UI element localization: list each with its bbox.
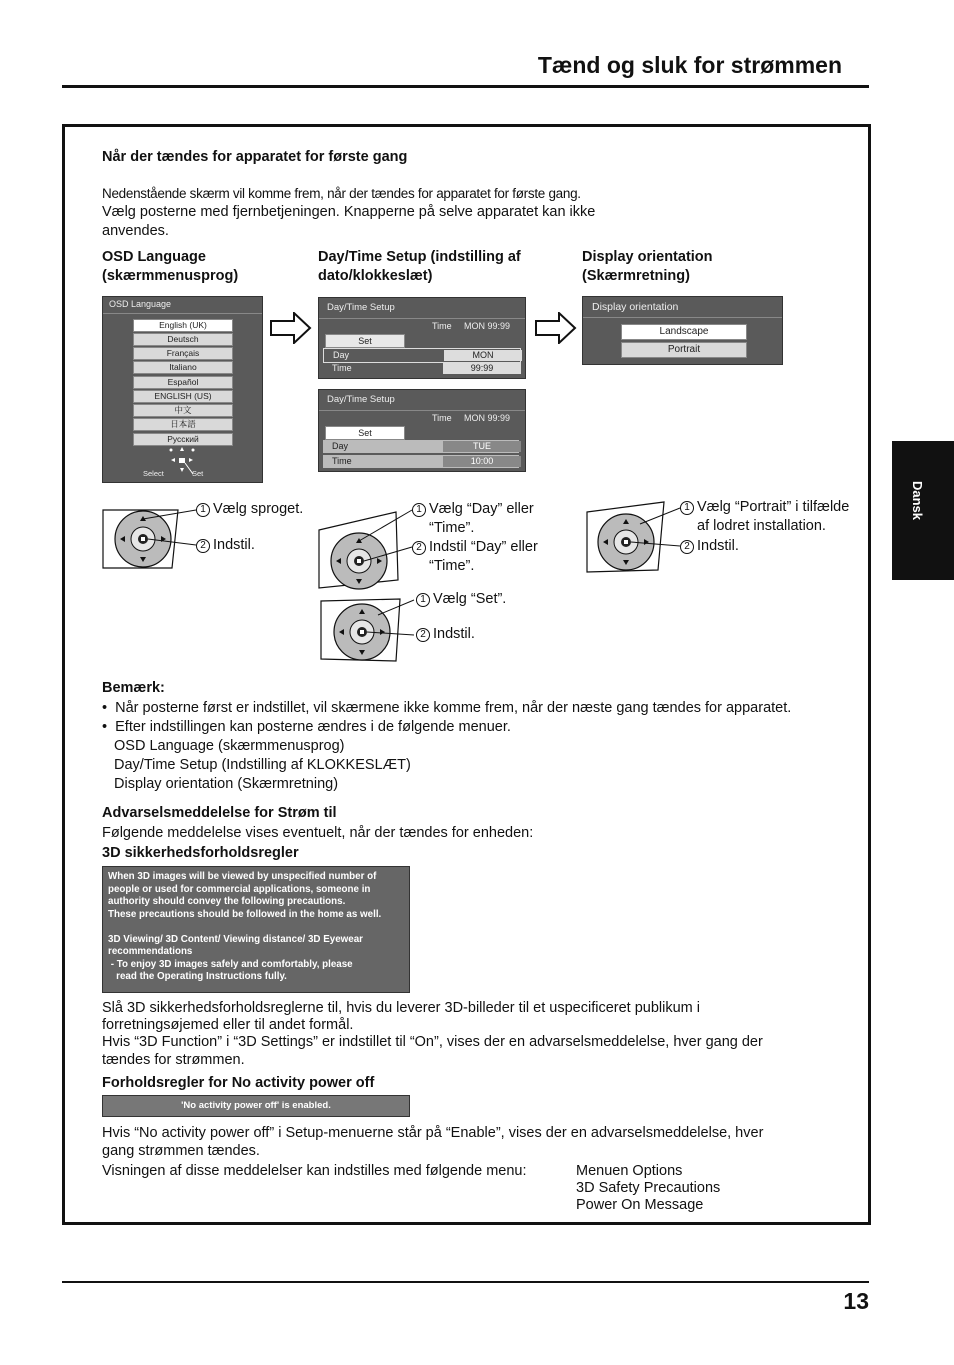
dt-step1-cont: “Time”.	[429, 520, 475, 536]
osd-step1	[196, 500, 303, 519]
dt1-set-button[interactable]: Set	[325, 334, 405, 348]
warning-p1b: forretningsøjemed eller til andet formål.	[102, 1017, 354, 1033]
do-step1-text: Vælg “Portrait” i tilfælde	[697, 499, 850, 515]
language-tab-label: Dansk	[910, 481, 925, 521]
dt-step3-text: Vælg “Set”.	[433, 591, 507, 607]
osd-item[interactable]: Español	[133, 376, 233, 389]
warning-heading: Advarselsmeddelelse for Strøm til	[102, 805, 337, 821]
dt1-time-row-label: Time	[332, 363, 352, 373]
warning-p2b: tændes for strømmen.	[102, 1052, 245, 1068]
warn-line: 3D Viewing/ 3D Content/ Viewing distance/ 3D Eyewear	[108, 933, 363, 945]
dt1-day-row[interactable]	[323, 348, 521, 363]
note-bullet2: • Efter indstillingen kan posterne ændres i de følgende menuer.	[102, 719, 511, 735]
noactivity-p2: Visningen af disse meddelelser kan indstilles med følgende menu:	[102, 1163, 527, 1179]
osd-screen-header: OSD Language	[103, 297, 262, 314]
intro-line1: Nedenstående skærm vil komme frem, når der tændes for apparatet for første gang.	[102, 186, 581, 201]
do-header: Display orientation	[583, 297, 782, 318]
noactivity-menu2: 3D Safety Precautions	[576, 1180, 721, 1196]
note-bullet1: • Når posterne først er indstillet, vil skærmene ikke komme frem, når der næste gang tændes for apparatet.	[102, 700, 792, 716]
page-title: Tænd og sluk for strømmen	[537, 52, 842, 78]
step-number: 1	[196, 503, 210, 517]
step-number: 2	[196, 539, 210, 553]
osd-language-screen	[102, 296, 263, 483]
dt2-day-row[interactable]	[323, 440, 519, 453]
dt2-set-button[interactable]: Set	[325, 426, 405, 440]
do-step2-text: Indstil.	[697, 538, 739, 554]
osd-item[interactable]: 日本語	[133, 418, 233, 431]
osd-item[interactable]: Français	[133, 347, 233, 360]
portrait-option[interactable]: Portrait	[621, 342, 747, 358]
note-heading: Bemærk:	[102, 680, 165, 696]
osd-step2-text: Indstil.	[213, 537, 255, 553]
step-number: 2	[412, 541, 426, 555]
dt1-day-value-text: MON	[472, 350, 494, 360]
osd-item[interactable]: Deutsch	[133, 333, 233, 346]
dt1-time-row-value-text: 99:99	[470, 363, 494, 373]
remote-dpad-icon	[318, 597, 416, 663]
dt1-time-label: Time	[432, 321, 452, 331]
next-arrow-icon	[270, 312, 312, 344]
warn-line: When 3D images will be viewed by unspecified number of	[108, 871, 377, 882]
intro-line2: Vælg posterne med fjernbetjeningen. Knapperne på selve apparatet kan ikke	[102, 204, 596, 220]
warning-p1a: Slå 3D sikkerhedsforholdsreglerne til, hvis du leverer 3D-billeder til et uspecificeret publikum i	[102, 1000, 700, 1016]
warn-line: recommendations	[108, 946, 193, 957]
step-number: 2	[680, 540, 694, 554]
warn-line	[103, 921, 409, 934]
osd-item[interactable]: Русский	[133, 433, 233, 446]
dt1-day-label: Day	[333, 350, 350, 360]
note-menu2: Day/Time Setup (Indstilling af KLOKKESLÆT)	[114, 757, 411, 773]
daytime-screen-1	[318, 297, 526, 379]
osd-item[interactable]: 中文	[133, 404, 233, 417]
step-number: 1	[416, 593, 430, 607]
osd-title2: (skærmmenusprog)	[102, 268, 239, 284]
dt-step2-cont: “Time”.	[429, 558, 475, 574]
noactivity-heading: Forholdsregler for No activity power off	[102, 1075, 375, 1091]
dt1-time-value: MON 99:99	[464, 321, 511, 331]
note-bullet2-text: Efter indstillingen kan posterne ændres i de følgende menuer.	[115, 719, 511, 735]
warn-line: people or used for commercial applications, someone in	[108, 883, 371, 895]
dt2-time-row-value-text: 10:00	[470, 456, 494, 466]
daytime-screen-2	[318, 389, 526, 472]
warn-line: These precautions should be followed in the home as well.	[108, 908, 382, 920]
dt2-time-row-value[interactable]	[443, 456, 521, 467]
landscape-option[interactable]: Landscape	[621, 324, 747, 340]
intro-heading: Når der tændes for apparatet for første gang	[102, 149, 408, 165]
step-number: 1	[412, 503, 426, 517]
dt-title1: Day/Time Setup (indstilling af	[318, 249, 521, 265]
note-bullet1-text: Når posterne først er indstillet, vil skærmene ikke komme frem, når der næste gang tændes for apparatet.	[115, 700, 792, 716]
dt1-time-row-value[interactable]	[443, 363, 521, 374]
intro-line3: anvendes.	[102, 223, 169, 239]
dt-step2	[412, 538, 538, 557]
noactivity-p1a: Hvis “No activity power off” i Setup-menuerne står på “Enable”, vises der en advarselsmeddelelse, hver	[102, 1125, 764, 1141]
osd-item[interactable]: Italiano	[133, 361, 233, 374]
dt2-header: Day/Time Setup	[319, 390, 525, 411]
dt-step3	[416, 590, 506, 609]
dt2-time-row[interactable]	[323, 455, 519, 468]
warn-line: read the Operating Instructions fully.	[108, 971, 287, 982]
step-number: 2	[416, 628, 430, 642]
dt-step2-text: Indstil “Day” eller	[429, 539, 538, 555]
warning-p2a: Hvis “3D Function” i “3D Settings” er indstillet til “On”, vises der en advarselsmeddelelse, hver gang der	[102, 1034, 763, 1050]
noactivity-menu3: Power On Message	[576, 1197, 704, 1213]
remote-dpad-icon	[316, 500, 414, 590]
warn-line: authority should convey the following precautions.	[108, 896, 346, 907]
dt1-header: Day/Time Setup	[319, 298, 525, 319]
dt-step4	[416, 625, 475, 644]
osd-item[interactable]: ENGLISH (US)	[133, 390, 233, 403]
dt1-time-row[interactable]	[323, 362, 519, 375]
dt2-time-value: MON 99:99	[464, 413, 511, 423]
warning-sub: 3D sikkerhedsforholdsregler	[102, 845, 299, 861]
next-arrow-icon	[535, 312, 577, 344]
language-tab	[892, 441, 954, 580]
noactivity-p1b: gang strømmen tændes.	[102, 1143, 260, 1159]
warn-line: - To enjoy 3D images safely and comfortably, please	[108, 958, 353, 970]
dt2-day-label: Day	[332, 441, 349, 451]
do-title1: Display orientation	[582, 249, 713, 265]
noactivity-box: 'No activity power off' is enabled.	[102, 1095, 410, 1117]
do-step1-cont: af lodret installation.	[697, 518, 826, 534]
note-menu3: Display orientation (Skærmretning)	[114, 776, 339, 792]
osd-step1-text: Vælg sproget.	[213, 501, 304, 517]
dt-title2: dato/klokkeslæt)	[318, 268, 433, 284]
dt2-time-row-label: Time	[332, 456, 352, 466]
dt2-day-value[interactable]	[443, 441, 521, 452]
header-rule	[62, 85, 869, 88]
dt-step4-text: Indstil.	[433, 626, 475, 642]
3d-warning-box	[102, 866, 410, 993]
note-menu1: OSD Language (skærmmenusprog)	[114, 738, 345, 754]
dt1-day-value[interactable]	[444, 350, 522, 361]
remote-dpad-icon	[584, 498, 682, 574]
osd-set-label: Set	[192, 469, 204, 478]
step-number: 1	[680, 501, 694, 515]
warning-text: Følgende meddelelse vises eventuelt, når der tændes for enheden:	[102, 825, 534, 841]
display-orientation-screen	[582, 296, 783, 365]
dt-step1-text: Vælg “Day” eller	[429, 501, 534, 517]
noactivity-menu1: Menuen Options	[576, 1163, 683, 1179]
do-step2	[680, 537, 739, 556]
osd-item[interactable]: English (UK)	[133, 319, 233, 332]
dt-step1	[412, 500, 534, 519]
dt2-day-value-text: TUE	[473, 441, 491, 451]
osd-title1: OSD Language	[102, 249, 206, 265]
do-title2: (Skærmretning)	[582, 268, 690, 284]
page-number: 13	[843, 1288, 869, 1314]
osd-select-label: Select	[143, 469, 164, 478]
footer-rule	[62, 1281, 869, 1283]
remote-dpad-icon	[100, 508, 198, 570]
osd-step2	[196, 536, 255, 555]
do-step1	[680, 498, 849, 517]
dt2-time-label: Time	[432, 413, 452, 423]
